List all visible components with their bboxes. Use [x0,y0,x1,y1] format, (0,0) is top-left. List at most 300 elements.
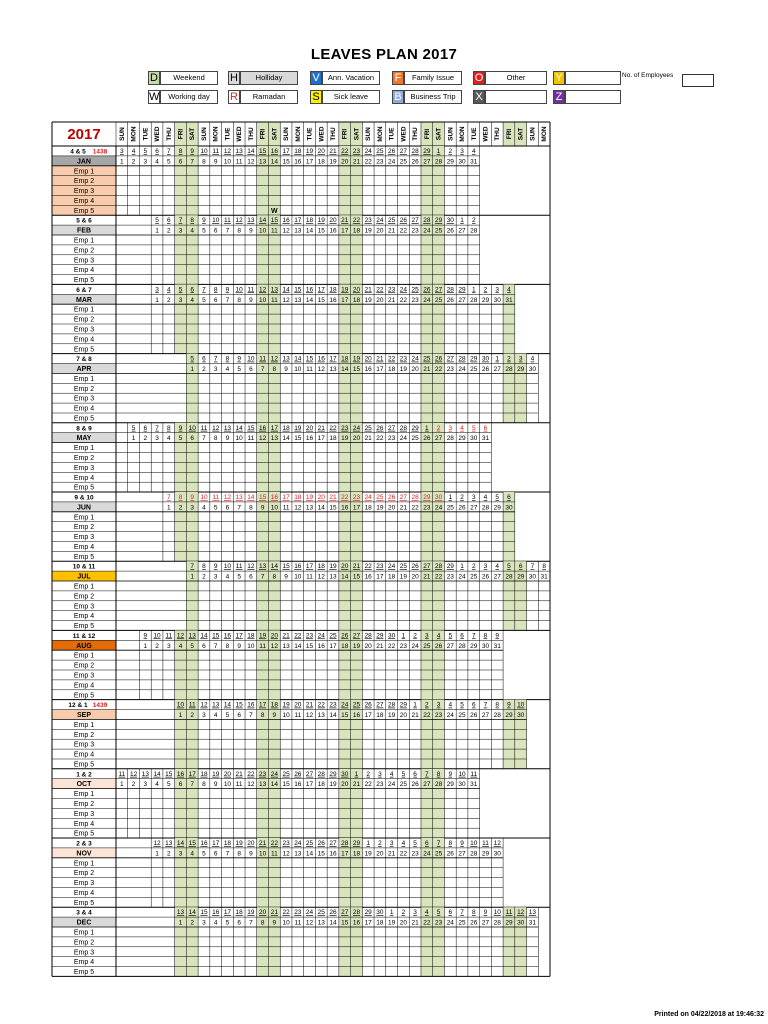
weekend-cell-column [433,630,445,699]
hijri-day: 20 [352,286,361,294]
gregorian-day: 25 [470,366,478,373]
weekend-cell-column [433,423,445,492]
gregorian-day: 21 [352,781,361,789]
weekend-cell-column [503,284,515,353]
weekend-cell-column [351,146,363,215]
gregorian-day: 30 [458,158,466,166]
weekday-header: SUN [200,127,208,141]
gregorian-day: 5 [178,435,183,443]
weekday-header: SAT [271,127,279,141]
legend-code-chip: F [392,71,404,85]
gregorian-day: 20 [376,296,384,304]
hijri-day: 28 [434,563,443,571]
hijri-day: 10 [458,770,466,778]
weekend-cell-column [186,630,198,699]
gregorian-day: 18 [388,573,396,581]
gregorian-day: 13 [294,296,302,304]
hijri-day: 13 [176,909,185,917]
month-block-sep [52,700,527,769]
weekend-cell-column [257,354,269,423]
hijri-day: 4 [131,148,136,155]
weekend-cell-column [339,354,351,423]
gregorian-day: 7 [225,850,230,858]
hijri-day: 15 [212,632,220,640]
hijri-day: 6 [202,355,206,363]
gregorian-day: 23 [376,781,384,789]
hijri-day: 29 [411,424,419,432]
hijri-day: 13 [223,424,232,432]
legend-label: Ann. Vacation [322,71,380,85]
gregorian-day: 18 [329,435,337,443]
weekend-cell-column [268,561,280,630]
gregorian-day: 2 [131,781,136,789]
weekend-cell-column [421,838,433,907]
weekend-cell-column [257,700,269,769]
hijri-day: 7 [425,770,429,778]
gregorian-day: 23 [388,435,396,443]
hijri-day: 28 [388,701,396,709]
gregorian-day: 26 [458,504,466,512]
gregorian-day: 27 [470,504,478,512]
gregorian-day: 8 [225,642,230,650]
hijri-day: 8 [190,217,195,225]
gregorian-day: 19 [399,573,408,581]
gregorian-day: 15 [352,366,361,373]
gregorian-day: 27 [481,919,490,927]
gregorian-day: 11 [306,366,313,373]
gregorian-day: 7 [260,573,265,581]
gregorian-day: 30 [470,435,478,443]
gregorian-day: 16 [364,366,372,373]
gregorian-day: 10 [259,227,267,235]
gregorian-day: 6 [178,781,183,789]
hijri-day: 23 [352,494,361,501]
hijri-day: 20 [341,563,349,571]
hijri-day: 23 [341,424,349,432]
gregorian-day: 11 [247,435,255,443]
gregorian-day: 1 [120,781,124,789]
hijri-day: 1 [425,424,429,432]
hijri-day: 22 [329,424,337,432]
weekday-header: SAT [435,127,443,141]
gregorian-day: 10 [235,435,243,443]
hijri-day: 10 [176,701,185,709]
gregorian-day: 3 [190,504,195,512]
gregorian-day: 16 [329,227,337,235]
hijri-day: 18 [294,494,302,501]
hijri-day: 6 [460,632,464,640]
weekend-cell-column [351,907,363,976]
weekend-cell-column [268,354,280,423]
gregorian-day: 14 [341,573,349,581]
hijri-day: 25 [282,770,290,778]
gregorian-day: 15 [282,158,290,166]
weekend-cell-column [268,492,280,561]
weekend-cell-column [268,423,280,492]
hijri-day: 7 [166,148,171,155]
hijri-day: 14 [223,701,232,709]
employee-name: Emp 5 [73,830,95,838]
hijri-day: 6 [166,217,171,225]
hijri-day: 3 [471,494,476,501]
hijri-day: 28 [399,424,408,432]
hijri-day: 23 [305,632,314,640]
hijri-day: 3 [389,840,394,847]
gregorian-day: 25 [434,296,443,304]
hijri-day: 26 [341,632,349,640]
weekend-cell-column [268,700,280,769]
gregorian-day: 23 [446,573,454,581]
hijri-day: 18 [305,217,314,225]
weekend-cell-column [186,561,198,630]
gregorian-day: 15 [317,296,325,304]
gregorian-day: 12 [247,158,255,166]
weekend-cell-column [257,423,269,492]
hijri-day: 17 [223,909,232,917]
gregorian-day: 24 [434,504,443,512]
gregorian-day: 30 [517,712,525,719]
gregorian-day: 22 [423,919,431,927]
weekday-header: FRI [505,128,513,140]
gregorian-day: 30 [505,504,513,512]
hijri-day: 8 [495,701,500,709]
hijri-day: 29 [376,632,384,640]
gregorian-day: 31 [481,435,490,443]
gregorian-day: 29 [481,296,490,304]
gregorian-day: 27 [458,227,466,235]
weekend-cell-column [503,492,515,561]
gregorian-day: 9 [284,573,288,581]
gregorian-day: 3 [213,573,218,581]
hijri-day: 2 [471,217,476,225]
gregorian-day: 1 [190,366,195,373]
gregorian-day: 8 [272,573,277,581]
hijri-day: 18 [235,909,243,917]
weekend-cell-column [268,769,280,838]
gregorian-day: 20 [364,642,372,650]
hijri-day: 17 [282,148,290,155]
gregorian-day: 18 [352,227,361,235]
month-block-jun [52,492,515,561]
hijri-day: 20 [305,424,314,432]
hijri-day: 10 [493,909,501,917]
gregorian-day: 3 [202,919,206,927]
employee-name: Emp 5 [73,346,95,354]
hijri-day: 11 [212,148,220,155]
weekend-cell-column [186,423,198,492]
gregorian-day: 17 [305,158,314,166]
hijri-day: 10 [247,355,255,363]
gregorian-day: 28 [434,158,443,166]
gregorian-day: 23 [434,712,443,719]
hijri-day: 5 [460,701,464,709]
gregorian-day: 18 [317,781,325,789]
gregorian-day: 18 [388,366,396,373]
month-block-apr [52,354,527,423]
hijri-day: 8 [471,909,476,917]
gregorian-day: 5 [166,158,171,166]
month-name: JUN [76,504,92,512]
gregorian-day: 23 [376,158,384,166]
gregorian-day: 23 [399,642,408,650]
hijri-day: 1 [366,840,371,847]
hijri-months-label: 3 & 4 [76,909,92,917]
gregorian-day: 24 [388,158,396,166]
hijri-day: 14 [247,148,255,155]
weekday-header: WED [236,126,244,142]
gregorian-day: 5 [237,366,241,373]
hijri-day: 22 [364,563,372,571]
gregorian-day: 6 [249,366,253,373]
gregorian-day: 12 [270,642,278,650]
hijri-day: 1 [436,148,441,155]
gregorian-day: 26 [446,850,454,858]
weekday-header: TUE [142,127,150,141]
hijri-day: 19 [247,909,255,917]
weekend-cell-column [339,492,351,561]
employee-name: Emp 1 [73,445,95,453]
weekend-cell-column [503,561,515,630]
hijri-day: 5 [448,632,453,640]
gregorian-day: 8 [249,504,253,512]
gregorian-day: 31 [528,919,537,927]
gregorian-day: 29 [493,504,501,512]
hijri-day: 29 [399,701,408,709]
gregorian-day: 13 [329,573,337,581]
hijri-day: 12 [259,286,267,294]
hijri-months-label: 7 & 8 [76,356,92,364]
employee-name: Emp 5 [73,899,95,907]
hijri-day: 8 [483,632,488,640]
legend-code-chip: B [392,90,404,104]
gregorian-day: 23 [411,296,419,304]
employee-name: Emp 5 [73,553,95,561]
hijri-day: 22 [376,286,384,294]
employee-name: Emp 3 [73,464,95,472]
gregorian-day: 18 [352,296,361,304]
gregorian-day: 11 [235,781,243,789]
gregorian-day: 23 [446,366,454,373]
month-name: AUG [76,642,92,650]
hijri-day: 7 [530,563,535,571]
weekend-cell-column [515,907,527,976]
weekend-cell-column [433,769,445,838]
gregorian-day: 15 [341,919,349,927]
legend-label: Weekend [160,71,218,85]
gregorian-day: 6 [213,296,218,304]
hijri-day: 7 [471,632,476,640]
employee-name: Emp 3 [73,741,95,749]
employee-name: Emp 2 [73,593,95,601]
hijri-day: 4 [425,909,429,917]
legend-label: Working day [160,90,218,104]
hijri-day: 5 [436,909,441,917]
hijri-day: 26 [388,494,396,501]
gregorian-day: 9 [249,296,253,304]
hijri-day: 23 [364,217,372,225]
employee-name: Emp 5 [73,277,95,285]
gregorian-day: 15 [282,781,290,789]
hijri-day: 24 [376,217,384,225]
hijri-day: 5 [155,217,159,225]
hijri-day: 22 [352,217,361,225]
weekday-header: FRI [259,128,267,140]
gregorian-day: 24 [423,296,431,304]
gregorian-day: 19 [399,366,408,373]
hijri-day: 15 [235,701,243,709]
weekend-cell-column [175,146,187,215]
weekend-cell-column [351,215,363,284]
hijri-day: 17 [294,217,302,225]
hijri-day: 23 [294,909,302,917]
gregorian-day: 19 [352,642,361,650]
employee-name: Emp 5 [73,623,95,631]
gregorian-day: 9 [272,712,277,719]
hijri-day: 20 [259,909,267,917]
gregorian-day: 17 [341,227,349,235]
hijri-day: 27 [434,286,443,294]
weekday-header: TUE [306,127,314,141]
gregorian-day: 1 [155,850,159,858]
hijri-day: 5 [495,494,500,501]
hijri-day: 17 [235,632,243,640]
hijri-day: 24 [352,424,361,432]
hijri-day: 26 [399,217,408,225]
hijri-day: 30 [481,355,490,363]
hijri-day: 2 [483,286,488,294]
hijri-months-label: 9 & 10 [74,494,94,502]
hijri-day: 17 [270,424,278,432]
hijri-day: 14 [270,563,278,571]
hijri-day: 12 [176,632,185,640]
hijri-day: 16 [247,701,255,709]
employee-name: Emp 1 [73,237,95,245]
weekday-header: MON [130,126,138,142]
weekend-cell-column [175,838,187,907]
hijri-day: 20 [329,217,337,225]
weekend-cell-column [186,492,198,561]
hijri-day: 22 [247,770,255,778]
gregorian-day: 28 [493,712,501,719]
gregorian-day: 15 [352,573,361,581]
employee-name: Emp 4 [73,267,95,275]
weekend-cell-column [351,700,363,769]
weekend-cell-column [433,700,445,769]
gregorian-day: 9 [237,642,241,650]
gregorian-day: 24 [446,712,454,719]
gregorian-day: 17 [317,435,325,443]
hijri-day: 21 [341,217,349,225]
employee-name: Emp 4 [73,474,95,482]
hijri-day: 8 [178,148,183,155]
gregorian-day: 26 [470,919,478,927]
gregorian-day: 31 [493,642,501,650]
gregorian-day: 26 [411,781,419,789]
gregorian-day: 18 [352,850,361,858]
gregorian-day: 29 [470,642,478,650]
gregorian-day: 2 [190,712,195,719]
hijri-day: 21 [364,286,372,294]
gregorian-day: 6 [202,642,206,650]
hijri-day: 20 [294,701,302,709]
gregorian-day: 28 [505,573,513,581]
hijri-day: 10 [200,148,208,155]
weekend-cell-column [268,215,280,284]
hijri-day: 12 [517,909,525,917]
gregorian-day: 22 [399,296,408,304]
gregorian-day: 4 [155,781,159,789]
gregorian-day: 9 [284,366,288,373]
weekend-cell-column [433,284,445,353]
hijri-day: 15 [294,286,302,294]
hijri-day: 6 [448,909,453,917]
weekend-cell-column [503,354,515,423]
gregorian-day: 27 [434,435,443,443]
weekend-cell-column [175,769,187,838]
employee-name: Emp 5 [73,761,95,769]
hijri-day: 5 [401,770,406,778]
hijri-day: 26 [388,148,396,155]
hijri-day: 18 [247,632,255,640]
gregorian-day: 24 [423,850,431,858]
hijri-day: 13 [270,286,278,294]
gregorian-day: 4 [155,158,159,166]
hijri-day: 6 [425,840,429,847]
hijri-day: 11 [247,286,255,294]
hijri-day: 19 [235,840,243,847]
weekend-cell-column [421,423,433,492]
gregorian-day: 26 [446,227,454,235]
weekend-cell-column [186,215,198,284]
page-title: LEAVES PLAN 2017 [310,46,458,63]
gregorian-day: 15 [341,712,349,719]
gregorian-day: 1 [178,712,183,719]
hijri-day: 7 [202,286,206,294]
gregorian-day: 1 [155,296,159,304]
hijri-day: 20 [270,632,278,640]
hijri-months-label: 2 & 3 [76,840,92,848]
hijri-day: 16 [223,632,232,640]
hijri-day: 9 [507,701,511,709]
hijri-day: 11 [165,632,173,640]
employee-name: Emp 3 [73,257,95,265]
hijri-day: 12 [153,840,161,847]
gregorian-day: 11 [306,573,313,581]
hijri-day: 3 [460,148,464,155]
gregorian-day: 3 [166,642,171,650]
gregorian-day: 19 [364,227,372,235]
hijri-day: 7 [213,355,218,363]
gregorian-day: 23 [423,504,431,512]
hijri-day: 9 [237,355,241,363]
gregorian-day: 24 [423,227,431,235]
hijri-day: 1 [471,286,476,294]
hijri-day: 15 [188,840,196,847]
gregorian-day: 17 [341,296,349,304]
weekday-header: THU [412,127,420,141]
gregorian-day: 22 [376,435,384,443]
weekend-cell-column [433,146,445,215]
hijri-day: 4 [448,701,453,709]
hijri-day: 10 [188,424,196,432]
gregorian-day: 23 [411,227,419,235]
gregorian-day: 13 [294,850,302,858]
hijri-day: 26 [364,701,372,709]
weekday-header: MON [212,126,220,142]
hijri-day: 25 [352,701,361,709]
gregorian-day: 26 [423,435,431,443]
hijri-day: 6 [143,424,148,432]
